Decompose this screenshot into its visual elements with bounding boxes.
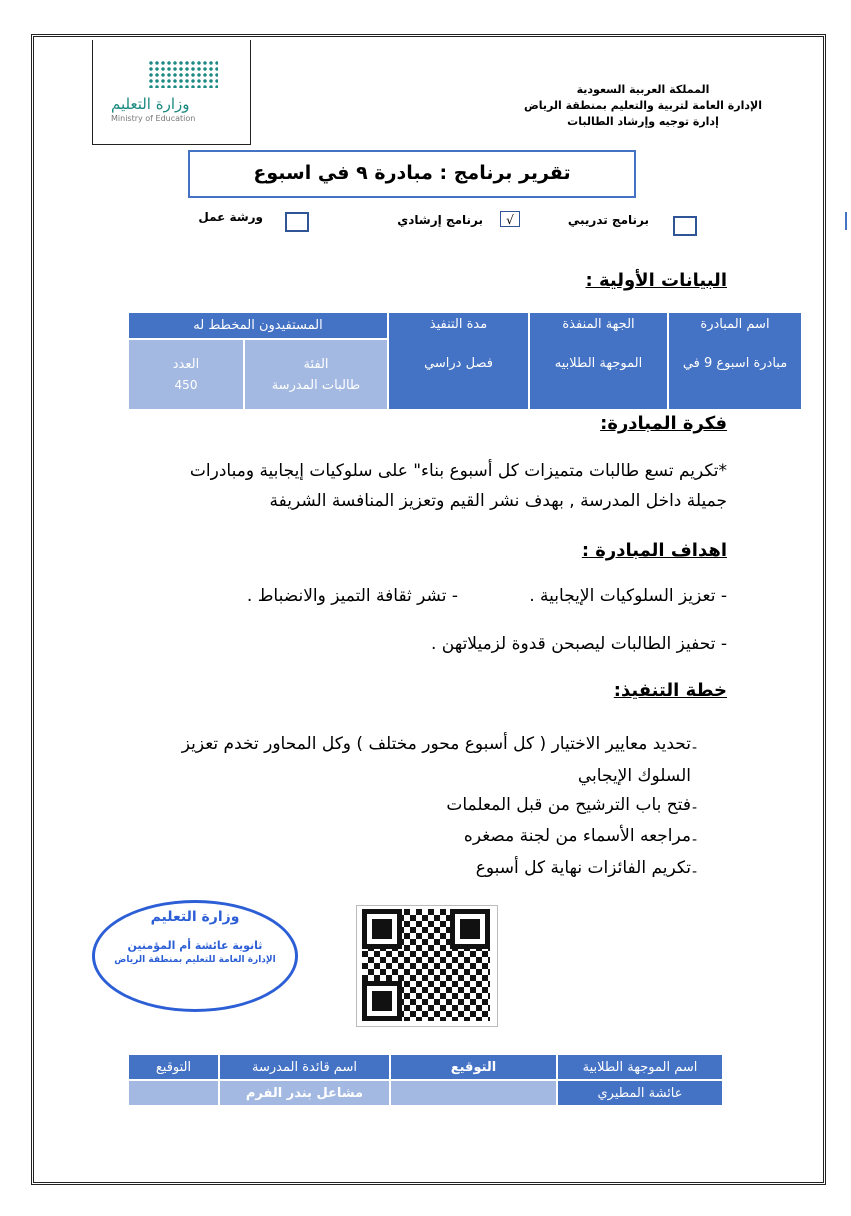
label-workshop: ورشة عمل	[198, 210, 263, 224]
bullet: -	[692, 740, 698, 756]
school-stamp: وزارة التعليم ثانوية عائشة أم المؤمنين الإدارة العامة للتعليم بمنطقة الرياض	[92, 900, 298, 1012]
idea-heading: فكرة المبادرة:	[600, 413, 727, 434]
counselor-name: عائشة المطيري	[557, 1080, 723, 1106]
header-principal-name: اسم قائدة المدرسة	[219, 1054, 390, 1080]
logo-arabic: وزارة التعليم	[111, 95, 190, 113]
ministry-logo	[92, 40, 251, 145]
logo-english: Ministry of Education	[111, 114, 196, 123]
header-initiative-name: اسم المبادرة مبادرة اسبوع 9 في	[668, 312, 802, 410]
plan-item: تحديد معايير الاختيار ( كل أسبوع محور مختلف ) وكل المحاور تخدم تعزيز السلوك الإيجابي	[181, 734, 691, 786]
header-duration: مدة التنفيذ فصل دراسي	[388, 312, 529, 410]
counselor-signature	[390, 1080, 557, 1106]
header-counselor-name: اسم الموجهة الطلابية	[557, 1054, 723, 1080]
signature-table	[127, 1053, 724, 1107]
checkbox-guidance[interactable]: √	[500, 211, 520, 227]
plan-item: تكريم الفائزات نهاية كل أسبوع	[475, 858, 691, 878]
principal-signature	[128, 1080, 219, 1106]
header-signature-2: التوقيع	[128, 1054, 219, 1080]
goal-item: - تشر ثقافة التميز والانضباط .	[246, 586, 458, 606]
beneficiary-category: الفئة طالبات المدرسة	[244, 339, 388, 410]
qr-code[interactable]	[356, 905, 498, 1027]
label-guidance: برنامج إرشادي	[397, 213, 483, 227]
bullet: -	[692, 832, 698, 848]
goals-heading: اهداف المبادرة :	[581, 540, 727, 561]
margin-mark	[845, 212, 847, 230]
checkbox-training[interactable]	[673, 216, 697, 236]
idea-text: *تكريم تسع طالبات متميزات كل أسبوع بناء" على سلوكيات إيجابية ومبادرات جميلة داخل المدرسة , بهدف نشر القيم وتعزيز المنافسة الشريفة	[189, 461, 727, 511]
bullet: -	[692, 800, 698, 816]
plan-heading: خطة التنفيذ:	[613, 680, 727, 701]
checkbox-workshop[interactable]	[285, 212, 309, 232]
header-line: الإدارة العامة لتربية والتعليم بمنطقة الرياض	[524, 99, 762, 112]
report-title: تقرير برنامج : مبادرة ٩ في اسبوع	[188, 150, 636, 198]
header-executor: الجهة المنفذة الموجهة الطلابيه	[529, 312, 668, 410]
letterhead	[513, 82, 773, 130]
principal-name: مشاعل بندر الفرم	[219, 1080, 390, 1106]
goal-item: - تعزيز السلوكيات الإيجابية .	[529, 586, 727, 606]
header-beneficiaries: المستفيدون المخطط له	[128, 312, 388, 339]
beneficiary-count: العدد 450	[128, 339, 244, 410]
goal-item: - تحفيز الطالبات ليصبحن قدوة لزميلاتهن .	[430, 634, 727, 654]
label-training: برنامج تدريبي	[567, 213, 649, 227]
value-executor: الموجهة الطلابيه	[554, 356, 643, 371]
header-signature: التوقيع	[390, 1054, 557, 1080]
header-line: المملكة العربية السعودية	[576, 83, 710, 96]
header-line: إدارة توجيه وإرشاد الطالبات	[567, 115, 719, 128]
value-initiative-name: مبادرة اسبوع 9 في	[682, 356, 788, 371]
value-duration: فصل دراسي	[424, 356, 493, 371]
info-table	[127, 311, 803, 411]
plan-item: مراجعه الأسماء من لجنة مصغره	[463, 826, 691, 846]
bullet: -	[692, 864, 698, 880]
plan-item: فتح باب الترشيح من قبل المعلمات	[446, 795, 691, 815]
logo-dots-icon	[148, 60, 218, 88]
basic-data-heading: البيانات الأولية :	[585, 270, 727, 291]
